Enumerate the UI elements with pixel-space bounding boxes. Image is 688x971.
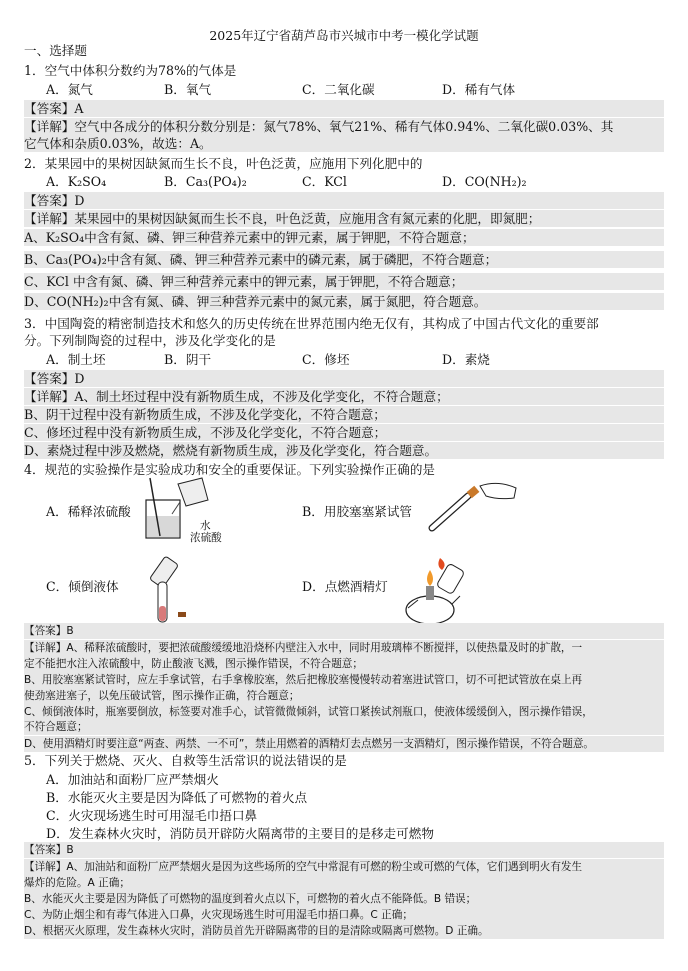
q1-option-a: A．氮气 xyxy=(46,82,93,97)
q2-options xyxy=(46,173,666,190)
q2-detail-line: B、Ca₃(PO₄)₂中含有氮、磷、钾三种营养元素中的磷元素，属于磷肥，不符合题意； xyxy=(24,251,664,268)
q5-option-a: A．加油站和面粉厂应严禁烟火 xyxy=(46,772,219,787)
q2-answer: 【答案】D xyxy=(24,192,664,209)
q5-answer: 【答案】B xyxy=(24,842,664,858)
q4-option-d: D．点燃酒精灯 xyxy=(302,579,388,594)
q2-stem: 2．某果园中的果树因缺氮而生长不良，叶色泛黄，应施用下列化肥中的 xyxy=(24,156,423,171)
q1-option-d: D．稀有气体 xyxy=(442,82,516,97)
q4-detail-line: D、使用酒精灯时要注意“两查、两禁、一不可”，禁止用燃着的酒精灯去点燃另一支酒精灯，图示操作错误，不符合题意。 xyxy=(24,736,664,752)
q5-stem: 5．下列关于燃烧、灭火、自救等生活常识的说法错误的是 xyxy=(24,753,347,768)
q4-detail-line: C、倾倒液体时，瓶塞要倒放，标签要对准手心，试管微微倾斜，试管口紧挨试剂瓶口，使液体缓缓倒入，图示操作错误， xyxy=(24,704,664,720)
q1-answer: 【答案】A xyxy=(24,100,664,117)
q1-detail-line: 【详解】空气中各成分的体积分数分别是：氮气78%、氧气21%、稀有气体0.94%、二氧化碳0.03%、其 xyxy=(24,118,664,135)
q5-detail-line: C、为防止烟尘和有毒气体进入口鼻，火灾现场逃生时可用湿毛巾捂口鼻。C 正确； xyxy=(24,907,664,923)
q5-option-b: B．水能灭火主要是因为降低了可燃物的着火点 xyxy=(46,790,308,805)
q4-option-c: C．倾倒液体 xyxy=(46,579,119,594)
q3-option-a: A．制土坯 xyxy=(46,352,106,367)
q4-detail-line: B、用胶塞塞紧试管时，应左手拿试管，右手拿橡胶塞，然后把橡胶塞慢慢转动着塞进试管口，切不可把试管放在桌上再 xyxy=(24,672,664,688)
q3-answer: 【答案】D xyxy=(24,370,664,387)
q3-detail-line: C、修坯过程中没有新物质生成，不涉及化学变化，不符合题意； xyxy=(24,424,664,441)
q3-option-b: B．阴干 xyxy=(164,352,212,367)
q4-detail-line: 使劲塞进塞子，以免压破试管，图示操作正确，符合题意； xyxy=(24,688,664,704)
q3-stem: 分。下列制陶瓷的过程中，涉及化学变化的是 xyxy=(24,333,276,348)
q5-detail-line: B、水能灭火主要是因为降低了可燃物的温度到着火点以下，可燃物的着火点不能降低。B 错误； xyxy=(24,891,664,907)
q2-detail-line: A、K₂SO₄中含有氮、磷、钾三种营养元素中的钾元素，属于钾肥，不符合题意； xyxy=(24,229,664,246)
figure-label-acid: 浓硫酸 xyxy=(190,532,222,544)
q1-detail-line: 它气体和杂质0.03%，故选：A。 xyxy=(24,135,664,152)
q2-option-d: D．CO(NH₂)₂ xyxy=(442,174,527,189)
q5-option-c: C．火灾现场逃生时可用湿毛巾捂口鼻 xyxy=(46,808,258,823)
figure-label-water: 水 xyxy=(200,520,211,532)
q4-option-a: A．稀释浓硫酸 xyxy=(46,504,131,519)
q1-option-c: C．二氧化碳 xyxy=(302,82,375,97)
q2-detail-line: C、KCl 中含有氮、磷、钾三种营养元素中的钾元素，属于钾肥，不符合题意； xyxy=(24,273,664,290)
q5-detail-line: D、根据灭火原理，发生森林火灾时，消防员首先开辟隔离带的目的是清除或隔离可燃物。D 正确。 xyxy=(24,923,664,939)
q2-option-a: A．K₂SO₄ xyxy=(46,174,107,189)
q1-options xyxy=(46,81,666,98)
q5-option-d: D．发生森林火灾时，消防员开辟防火隔离带的主要目的是移走可燃物 xyxy=(46,826,434,841)
q1-option-b: B．氧气 xyxy=(164,82,212,97)
q3-detail-line: 【详解】A、制土坯过程中没有新物质生成，不涉及化学变化，不符合题意； xyxy=(24,388,664,405)
q3-stem: 3．中国陶瓷的精密制造技术和悠久的历史传统在世界范围内绝无仅有，其构成了中国古代文化的重要部 xyxy=(24,316,599,331)
q4-detail-line: 【详解】A、稀释浓硫酸时，要把浓硫酸缓缓地沿烧杯内壁注入水中，同时用玻璃棒不断搅拌，以使热量及时的扩散，一 xyxy=(24,640,664,656)
figure-alcohol-lamp xyxy=(396,548,472,628)
q3-options xyxy=(46,351,666,368)
figure-pour-liquid xyxy=(134,552,194,624)
q4-stem: 4．规范的实验操作是实验成功和安全的重要保证。下列实验操作正确的是 xyxy=(24,462,436,477)
q3-detail-line: B、阴干过程中没有新物质生成，不涉及化学变化，不符合题意； xyxy=(24,406,664,423)
q2-detail-line: 【详解】某果园中的果树因缺氮而生长不良，叶色泛黄，应施用含有氮元素的化肥，即氮肥； xyxy=(24,210,664,227)
q2-option-b: B．Ca₃(PO₄)₂ xyxy=(164,174,247,189)
q5-detail-line: 【详解】A、加油站和面粉厂应严禁烟火是因为这些场所的空气中常混有可燃的粉尘或可燃的气体，它们遇到明火有发生 xyxy=(24,859,664,875)
q4-option-b: B．用胶塞塞紧试管 xyxy=(302,504,413,519)
q4-detail-line: 不符合题意； xyxy=(24,719,664,735)
q2-option-c: C．KCl xyxy=(302,174,347,189)
figure-stopper-tube xyxy=(428,482,520,532)
q4-detail-line: 定不能把水注入浓硫酸中，防止酸液飞溅，图示操作错误，不符合题意； xyxy=(24,656,664,672)
exam-title: 2025年辽宁省葫芦岛市兴城市中考一模化学试题 xyxy=(209,28,479,43)
section-heading: 一、选择题 xyxy=(24,43,87,58)
q3-option-c: C．修坯 xyxy=(302,352,350,367)
q3-option-d: D．素烧 xyxy=(442,352,490,367)
q2-detail-line: D、CO(NH₂)₂中含有氮、磷、钾三种营养元素中的氮元素，属于氮肥，符合题意。 xyxy=(24,293,664,310)
q1-stem: 1．空气中体积分数约为78%的气体是 xyxy=(24,63,237,78)
q3-detail-line: D、素烧过程中涉及燃烧，燃烧有新物质生成，涉及化学变化，符合题意。 xyxy=(24,442,664,459)
q5-detail-line: 爆炸的危险。A 正确； xyxy=(24,875,664,891)
q4-answer: 【答案】B xyxy=(24,623,664,639)
